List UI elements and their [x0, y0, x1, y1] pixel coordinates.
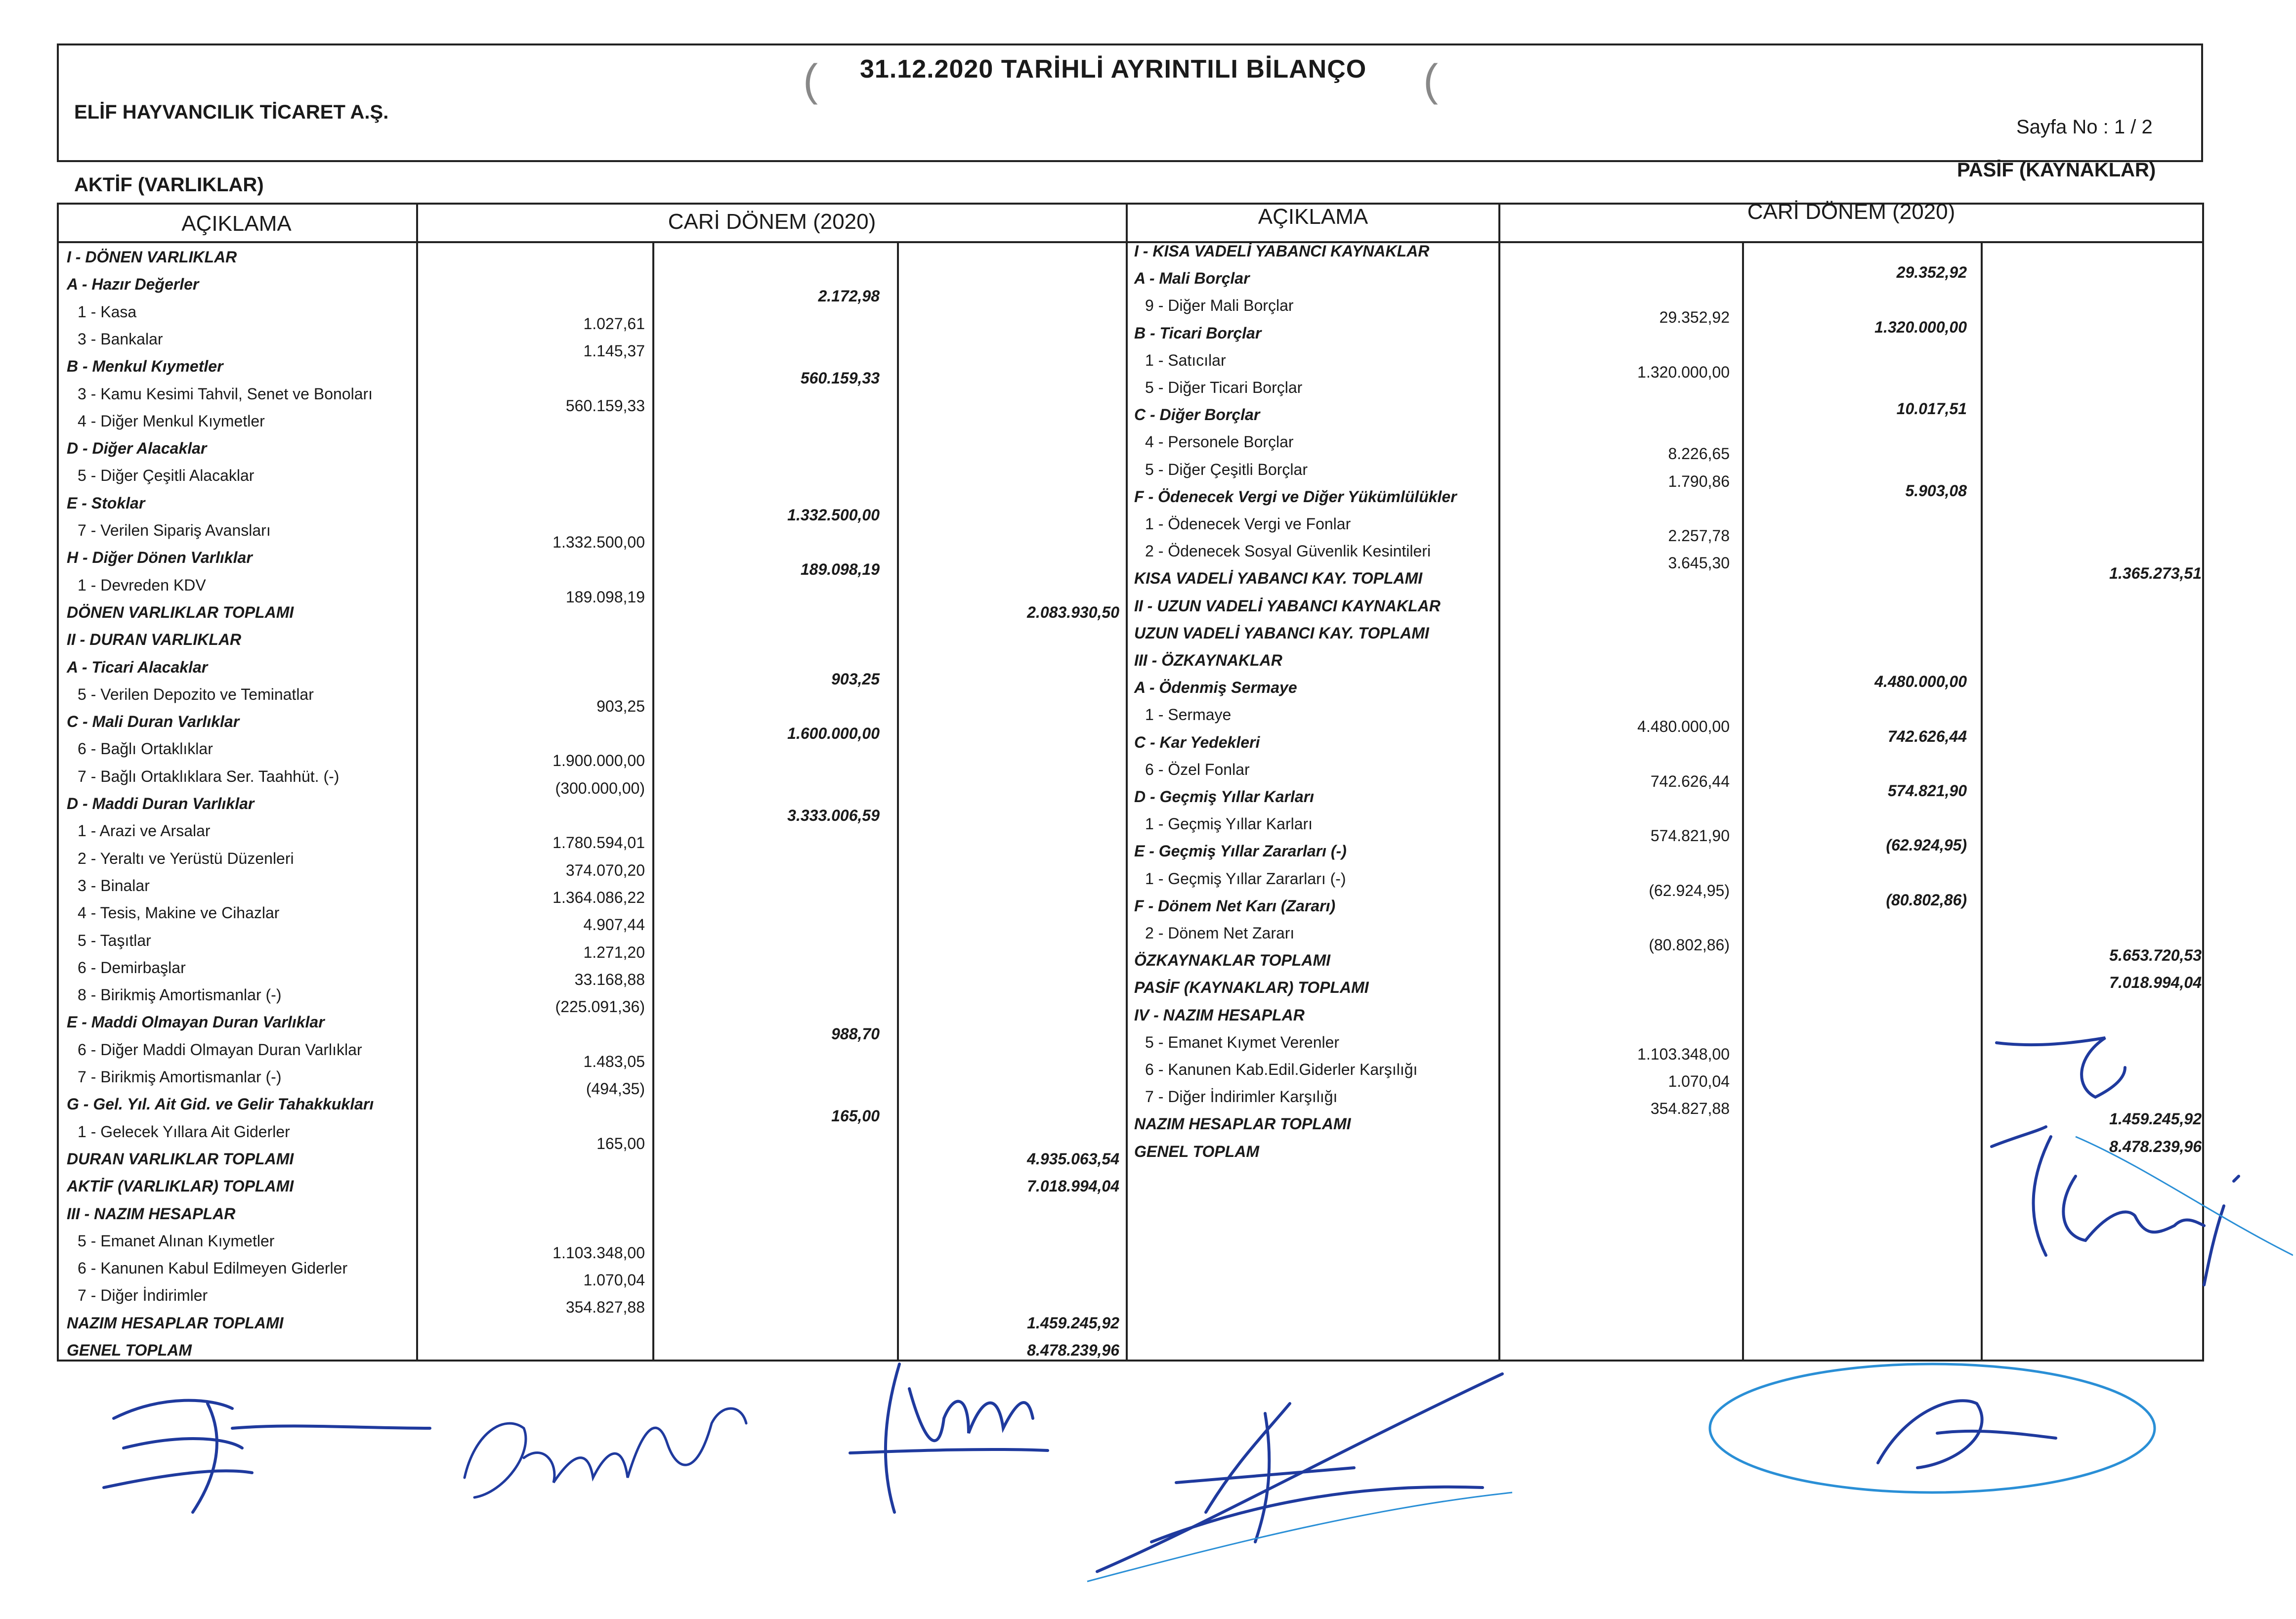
aktif_rows-value-c1: 1.332.500,00 — [553, 533, 645, 551]
aktif_rows-value-c1: 354.827,88 — [565, 1298, 645, 1317]
company-name: ELİF HAYVANCILIK TİCARET A.Ş. — [74, 101, 389, 123]
pasif_rows-value-c2: 5.903,08 — [1905, 481, 1967, 500]
aktif_rows-row-label: 7 - Bağlı Ortaklıklara Ser. Taahhüt. (-) — [78, 767, 340, 785]
signature-4 — [1077, 1364, 1522, 1591]
aktif_rows-value-c1: 903,25 — [596, 697, 645, 715]
aktif_rows-value-c2: 2.172,98 — [818, 287, 880, 305]
aktif_rows-row-label: 5 - Diğer Çeşitli Alacaklar — [78, 467, 255, 485]
aktif_rows-row-label: C - Mali Duran Varlıklar — [67, 713, 240, 731]
aktif_rows-row-label: 7 - Diğer İndirimler — [78, 1286, 208, 1305]
pasif_rows-value-c1: 29.352,92 — [1659, 308, 1730, 327]
aktif_rows-value-c1: (494,35) — [586, 1080, 645, 1098]
aktif_rows-value-c1: 33.168,88 — [574, 970, 645, 988]
col-divider — [416, 203, 418, 1362]
pasif_rows-row-label: 9 - Diğer Mali Borçlar — [1145, 297, 1294, 315]
pasif_rows-row-label: C - Diğer Borçlar — [1134, 406, 1260, 424]
pasif_rows-value-c2: 742.626,44 — [1887, 727, 1967, 745]
pasif_rows-row-label: 2 - Dönem Net Zararı — [1145, 924, 1295, 942]
pasif_rows-value-c1: 2.257,78 — [1668, 527, 1730, 545]
right-desc-header: AÇIKLAMA — [1258, 205, 1368, 229]
pasif_rows-row-label: GENEL TOPLAM — [1134, 1142, 1260, 1160]
pasif_rows-value-c1: (80.802,86) — [1649, 936, 1730, 954]
pasif_rows-value-c1: (62.924,95) — [1649, 881, 1730, 899]
aktif_rows-value-c3: 8.478.239,96 — [1027, 1341, 1119, 1359]
pasif_rows-value-c2: 4.480.000,00 — [1874, 673, 1967, 691]
pasif_rows-row-label: 1 - Ödenecek Vergi ve Fonlar — [1145, 515, 1351, 533]
aktif_rows-row-label: I - DÖNEN VARLIKLAR — [67, 248, 237, 266]
aktif_rows-row-label: 1 - Kasa — [78, 302, 137, 321]
aktif_rows-row-label: E - Maddi Olmayan Duran Varlıklar — [67, 1013, 325, 1031]
aktif_rows-value-c1: 1.070,04 — [583, 1271, 645, 1289]
aktif_rows-row-label: GENEL TOPLAM — [67, 1341, 192, 1359]
pasif_rows-row-label: III - ÖZKAYNAKLAR — [1134, 651, 1282, 669]
aktif_rows-row-label: 5 - Taşıtlar — [78, 931, 151, 949]
aktif_rows-row-label: 7 - Verilen Sipariş Avansları — [78, 521, 271, 539]
pasif_rows-value-c2: 1.320.000,00 — [1874, 318, 1967, 336]
aktif_rows-value-c2: 3.333.006,59 — [787, 807, 880, 824]
pasif_rows-row-label: 7 - Diğer İndirimler Karşılığı — [1145, 1088, 1338, 1106]
aktif_rows-value-c1: 165,00 — [596, 1134, 645, 1152]
aktif_rows-value-c1: 560.159,33 — [565, 396, 645, 415]
pasif_rows-value-c1: 574.821,90 — [1650, 827, 1730, 845]
aktif_rows-value-c2: 1.600.000,00 — [787, 724, 880, 743]
pasif_rows-row-label: 1 - Geçmiş Yıllar Karları — [1145, 815, 1313, 833]
pasif_rows-row-label: 1 - Geçmiş Yıllar Zararları (-) — [1145, 869, 1346, 888]
aktif_rows-value-c1: (225.091,36) — [555, 998, 645, 1016]
pasif_rows-row-label: II - UZUN VADELİ YABANCI KAYNAKLAR — [1134, 596, 1441, 615]
aktif_rows-value-c1: 4.907,44 — [583, 916, 645, 934]
pasif_rows-row-label: PASİF (KAYNAKLAR) TOPLAMI — [1134, 979, 1369, 997]
pasif_rows-value-c2: 574.821,90 — [1887, 782, 1967, 800]
aktif-label: AKTİF (VARLIKLAR) — [74, 174, 264, 196]
pasif_rows-value-c1: 354.827,88 — [1650, 1100, 1730, 1118]
signature-6 — [1977, 1028, 2293, 1305]
aktif_rows-value-c2: 165,00 — [831, 1107, 880, 1125]
aktif_rows-row-label: 3 - Kamu Kesimi Tahvil, Senet ve Bonoları — [78, 384, 373, 403]
right-bracket-mark: ( — [1423, 56, 1438, 105]
pasif_rows-value-c3: 8.478.239,96 — [2109, 1137, 2202, 1155]
pasif_rows-value-c2: 29.352,92 — [1896, 263, 1967, 282]
signature-2 — [445, 1384, 761, 1512]
aktif_rows-value-c1: 1.103.348,00 — [553, 1243, 645, 1262]
pasif_rows-row-label: ÖZKAYNAKLAR TOPLAMI — [1134, 951, 1331, 970]
pasif_rows-row-label: C - Kar Yedekleri — [1134, 733, 1260, 751]
aktif_rows-row-label: G - Gel. Yıl. Ait Gid. ve Gelir Tahakkukları — [67, 1095, 374, 1113]
left-bracket-mark: ( — [803, 56, 818, 105]
col-divider — [897, 241, 899, 1362]
col-divider — [1742, 241, 1744, 1362]
pasif_rows-row-label: 5 - Emanet Kıymet Verenler — [1145, 1033, 1340, 1051]
aktif_rows-value-c2: 988,70 — [831, 1025, 880, 1043]
aktif_rows-value-c1: 1.780.594,01 — [553, 834, 645, 852]
aktif_rows-row-label: 7 - Birikmiş Amortismanlar (-) — [78, 1068, 282, 1086]
pasif_rows-value-c1: 1.790,86 — [1668, 472, 1730, 490]
aktif_rows-row-label: 6 - Bağlı Ortaklıklar — [78, 740, 213, 758]
pasif_rows-row-label: 1 - Sermaye — [1145, 706, 1232, 724]
aktif_rows-value-c1: 1.483,05 — [583, 1052, 645, 1070]
aktif_rows-row-label: DÖNEN VARLIKLAR TOPLAMI — [67, 603, 294, 621]
pasif_rows-row-label: 6 - Özel Fonlar — [1145, 760, 1250, 778]
aktif_rows-value-c3: 7.018.994,04 — [1027, 1177, 1119, 1195]
aktif_rows-row-label: 5 - Verilen Depozito ve Teminatlar — [78, 685, 314, 703]
pasif_rows-value-c1: 1.070,04 — [1668, 1072, 1730, 1090]
pasif_rows-row-label: D - Geçmiş Yıllar Karları — [1134, 788, 1315, 806]
pasif_rows-value-c1: 4.480.000,00 — [1637, 718, 1730, 736]
pasif_rows-row-label: A - Ödenmiş Sermaye — [1134, 679, 1297, 697]
aktif_rows-value-c1: 189.098,19 — [565, 588, 645, 606]
pasif_rows-row-label: KISA VADELİ YABANCI KAY. TOPLAMI — [1134, 569, 1423, 588]
aktif_rows-row-label: D - Diğer Alacaklar — [67, 439, 207, 458]
aktif_rows-row-label: 4 - Diğer Menkul Kıymetler — [78, 412, 265, 430]
aktif_rows-row-label: 5 - Emanet Alınan Kıymetler — [78, 1232, 275, 1250]
aktif_rows-row-label: 1 - Devreden KDV — [78, 576, 206, 594]
document-title: 31.12.2020 TARİHLİ AYRINTILI BİLANÇO — [860, 55, 1367, 84]
signature-3 — [840, 1344, 1087, 1522]
pasif_rows-row-label: 5 - Diğer Çeşitli Borçlar — [1145, 460, 1308, 478]
pasif-label: PASİF (KAYNAKLAR) — [1957, 159, 2156, 181]
pasif_rows-row-label: I - KISA VADELİ YABANCI KAYNAKLAR — [1134, 242, 1430, 260]
aktif_rows-row-label: 3 - Bankalar — [78, 330, 163, 348]
pasif_rows-row-label: F - Dönem Net Karı (Zararı) — [1134, 896, 1336, 915]
pasif_rows-value-c3: 5.653.720,53 — [2109, 946, 2202, 965]
aktif_rows-row-label: A - Hazır Değerler — [67, 275, 199, 294]
left-desc-header: AÇIKLAMA — [181, 212, 292, 236]
header-divider — [57, 241, 2204, 243]
pasif_rows-value-c1: 1.320.000,00 — [1637, 363, 1730, 381]
aktif_rows-row-label: B - Menkul Kıymetler — [67, 357, 223, 376]
aktif_rows-value-c3: 2.083.930,50 — [1027, 603, 1119, 621]
aktif_rows-value-c2: 903,25 — [831, 670, 880, 688]
pasif_rows-value-c1: 8.226,65 — [1668, 445, 1730, 463]
aktif_rows-row-label: A - Ticari Alacaklar — [67, 658, 208, 676]
col-divider — [1498, 203, 1500, 1362]
aktif_rows-row-label: 1 - Gelecek Yıllara Ait Giderler — [78, 1122, 290, 1141]
aktif_rows-value-c1: 374.070,20 — [565, 861, 645, 879]
pasif_rows-value-c3: 7.018.994,04 — [2109, 974, 2202, 992]
aktif_rows-row-label: III - NAZIM HESAPLAR — [67, 1204, 236, 1223]
aktif_rows-row-label: D - Maddi Duran Varlıklar — [67, 795, 255, 812]
aktif_rows-value-c1: 1.145,37 — [583, 341, 645, 360]
pasif_rows-value-c1: 742.626,44 — [1650, 772, 1730, 790]
aktif_rows-row-label: 6 - Diğer Maddi Olmayan Duran Varlıklar — [78, 1040, 362, 1059]
pasif_rows-row-label: 4 - Personele Borçlar — [1145, 433, 1294, 451]
pasif_rows-row-label: A - Mali Borçlar — [1134, 269, 1250, 288]
aktif_rows-row-label: 8 - Birikmiş Amortismanlar (-) — [78, 986, 282, 1004]
pasif_rows-row-label: E - Geçmiş Yıllar Zararları (-) — [1134, 842, 1347, 860]
aktif_rows-row-label: 1 - Arazi ve Arsalar — [78, 822, 211, 840]
right-period-header: CARİ DÖNEM (2020) — [1747, 200, 1956, 224]
aktif_rows-value-c1: (300.000,00) — [555, 779, 645, 797]
pasif_rows-value-c1: 1.103.348,00 — [1637, 1045, 1730, 1063]
aktif_rows-row-label: E - Stoklar — [67, 494, 145, 512]
signature-5 — [1700, 1334, 2169, 1542]
aktif_rows-value-c2: 189.098,19 — [800, 560, 880, 579]
aktif_rows-row-label: 6 - Demirbaşlar — [78, 958, 186, 977]
pasif_rows-row-label: UZUN VADELİ YABANCI KAY. TOPLAMI — [1134, 624, 1429, 642]
pasif_rows-row-label: 1 - Satıcılar — [1145, 351, 1226, 369]
aktif_rows-value-c1: 1.027,61 — [583, 314, 645, 333]
col-divider — [652, 241, 654, 1362]
aktif_rows-row-label: H - Diğer Dönen Varlıklar — [67, 549, 253, 567]
left-period-header: CARİ DÖNEM (2020) — [668, 210, 876, 234]
pasif_rows-value-c3: 1.459.245,92 — [2109, 1110, 2202, 1128]
page-number: Sayfa No : 1 / 2 — [2016, 116, 2153, 138]
aktif_rows-row-label: DURAN VARLIKLAR TOPLAMI — [67, 1150, 294, 1168]
aktif_rows-value-c3: 4.935.063,54 — [1027, 1150, 1119, 1168]
pasif_rows-row-label: F - Ödenecek Vergi ve Diğer Yükümlülükler — [1134, 487, 1457, 506]
pasif_rows-row-label: IV - NAZIM HESAPLAR — [1134, 1006, 1305, 1024]
pasif_rows-row-label: 6 - Kanunen Kab.Edil.Giderler Karşılığı — [1145, 1061, 1418, 1078]
pasif_rows-value-c1: 3.645,30 — [1668, 554, 1730, 572]
aktif_rows-row-label: AKTİF (VARLIKLAR) TOPLAMI — [67, 1177, 294, 1195]
aktif_rows-value-c1: 1.900.000,00 — [553, 752, 645, 770]
pasif_rows-value-c2: 10.017,51 — [1896, 400, 1967, 418]
aktif_rows-value-c2: 1.332.500,00 — [787, 506, 880, 524]
pasif_rows-value-c2: (80.802,86) — [1886, 891, 1967, 909]
aktif_rows-value-c1: 1.364.086,22 — [553, 888, 645, 906]
aktif_rows-value-c1: 1.271,20 — [583, 943, 645, 961]
pasif_rows-value-c3: 1.365.273,51 — [2109, 564, 2202, 583]
col-divider — [1126, 203, 1128, 1362]
aktif_rows-row-label: II - DURAN VARLIKLAR — [67, 631, 242, 649]
aktif_rows-row-label: 3 - Binalar — [78, 876, 150, 895]
aktif_rows-row-label: 2 - Yeraltı ve Yerüstü Düzenleri — [78, 849, 294, 867]
aktif_rows-row-label: 6 - Kanunen Kabul Edilmeyen Giderler — [78, 1259, 348, 1278]
pasif_rows-row-label: B - Ticari Borçlar — [1134, 324, 1262, 342]
aktif_rows-row-label: 4 - Tesis, Makine ve Cihazlar — [78, 904, 280, 922]
pasif_rows-row-label: NAZIM HESAPLAR TOPLAMI — [1134, 1115, 1351, 1133]
pasif_rows-row-label: 2 - Ödenecek Sosyal Güvenlik Kesintileri — [1145, 542, 1431, 560]
aktif_rows-value-c2: 560.159,33 — [800, 369, 880, 387]
pasif_rows-row-label: 5 - Diğer Ticari Borçlar — [1145, 379, 1303, 396]
pasif_rows-value-c2: (62.924,95) — [1886, 836, 1967, 854]
aktif_rows-row-label: NAZIM HESAPLAR TOPLAMI — [67, 1314, 284, 1332]
signature-1 — [84, 1374, 440, 1522]
aktif_rows-value-c3: 1.459.245,92 — [1027, 1314, 1119, 1332]
